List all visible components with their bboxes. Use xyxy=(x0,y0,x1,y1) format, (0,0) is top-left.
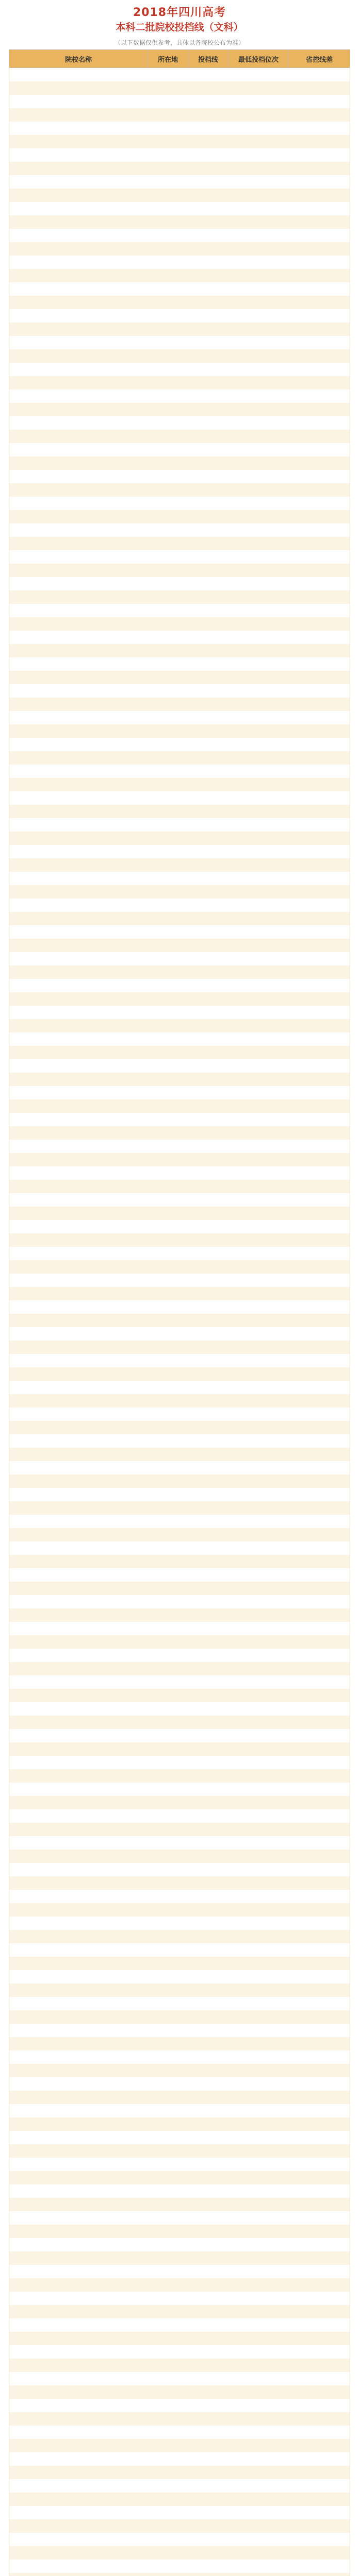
column-header: 省控线差 xyxy=(306,56,333,64)
column-header: 所在地 xyxy=(148,50,188,67)
column-header: 最低投档位次 xyxy=(229,50,289,67)
column-header: 院校名称 xyxy=(9,50,148,67)
score-table xyxy=(9,49,350,2576)
table-body xyxy=(9,68,350,2576)
page-subtitle: 本科二批院校投档线（文科） xyxy=(116,22,243,33)
table-header xyxy=(9,50,350,68)
page-note: （以下数据仅供参考，具体以各院校公布为准） xyxy=(114,39,244,46)
page-title: 2018年四川高考 xyxy=(133,6,226,19)
column-header: 投档线 xyxy=(188,50,229,67)
title-area xyxy=(9,0,350,36)
